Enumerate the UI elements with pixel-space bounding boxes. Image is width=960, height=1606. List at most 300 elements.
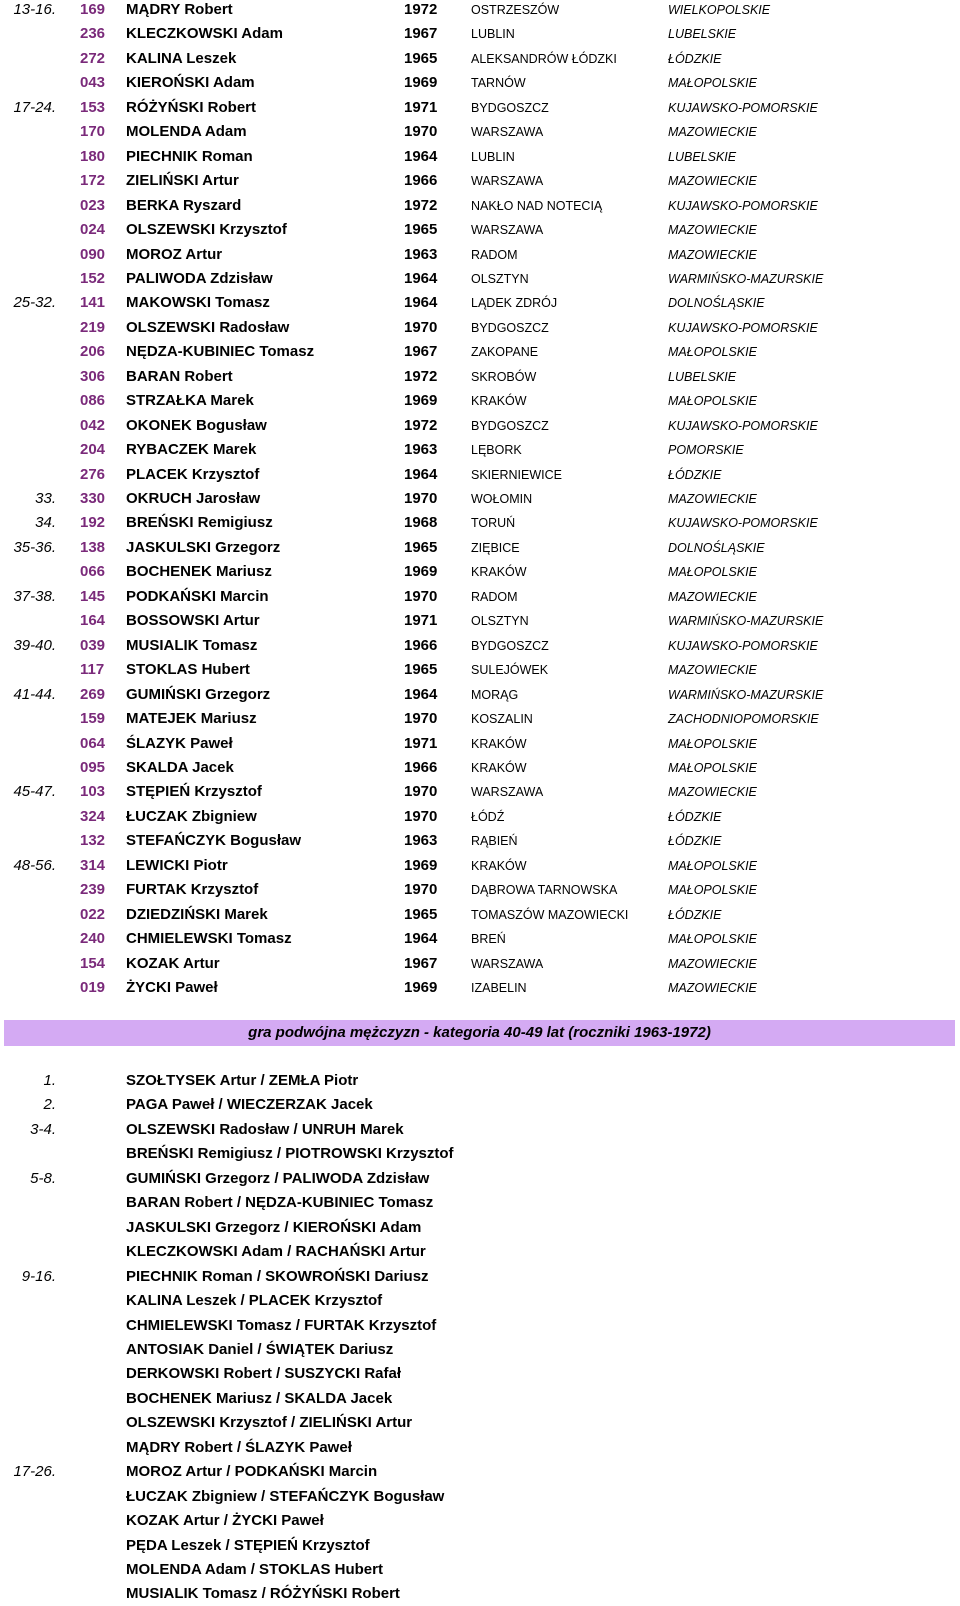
player-number: 170 <box>80 123 106 141</box>
table-row <box>0 71 960 95</box>
city-name: TARNÓW <box>471 76 526 91</box>
player-name: BOCHENEK Mariusz <box>126 563 272 581</box>
city-name: LĘBORK <box>471 443 522 458</box>
player-number: 023 <box>80 196 106 214</box>
region-name: MAŁOPOLSKIE <box>668 345 757 360</box>
birth-year: 1964 <box>404 147 438 165</box>
table-row <box>0 829 960 853</box>
birth-year: 1972 <box>404 367 438 385</box>
player-number: 132 <box>80 832 106 850</box>
pair-names: MĄDRY Robert / ŚLAZYK Paweł <box>126 1438 352 1456</box>
birth-year: 1970 <box>404 587 438 605</box>
region-name: ŁÓDZKIE <box>668 467 722 482</box>
place-cell: 25-32. <box>13 294 56 312</box>
table-row <box>0 683 960 707</box>
region-name: MAZOWIECKIE <box>668 589 757 604</box>
table-row <box>0 952 960 976</box>
region-name: MAŁOPOLSKIE <box>668 932 757 947</box>
list-item <box>0 1289 960 1313</box>
region-name: MAZOWIECKIE <box>668 981 757 995</box>
player-number: 066 <box>80 563 106 581</box>
pair-names: ŁUCZAK Zbigniew / STEFAŃCZYK Bogusław <box>126 1487 445 1505</box>
list-item <box>0 1216 960 1240</box>
player-number: 204 <box>80 441 106 459</box>
table-row <box>0 243 960 267</box>
pair-names: MOROZ Artur / PODKAŃSKI Marcin <box>126 1463 378 1481</box>
list-item <box>0 1142 960 1166</box>
city-name: WARSZAWA <box>471 174 544 189</box>
place-cell: 37-38. <box>13 587 56 605</box>
city-name: BYDGOSZCZ <box>471 638 549 653</box>
player-name: SKALDA Jacek <box>126 758 234 776</box>
table-row <box>0 169 960 193</box>
player-name: GUMIŃSKI Grzegorz <box>126 685 271 703</box>
region-name: MAZOWIECKIE <box>668 125 757 140</box>
birth-year: 1969 <box>404 392 438 410</box>
birth-year: 1964 <box>404 685 438 703</box>
city-name: WARSZAWA <box>471 125 544 140</box>
player-number: 169 <box>80 1 106 18</box>
player-number: 154 <box>80 954 106 972</box>
city-name: ALEKSANDRÓW ŁÓDZKI <box>471 51 617 66</box>
table-row <box>0 536 960 560</box>
player-name: KOZAK Artur <box>126 954 220 972</box>
player-name: OLSZEWSKI Radosław <box>126 318 290 336</box>
player-number: 117 <box>80 661 105 679</box>
player-number: 095 <box>80 758 106 776</box>
birth-year: 1972 <box>404 1 438 18</box>
list-item <box>0 1387 960 1411</box>
region-name: MAŁOPOLSKIE <box>668 394 757 409</box>
city-name: BYDGOSZCZ <box>471 320 549 335</box>
city-name: OLSZTYN <box>471 271 529 286</box>
player-name: BARAN Robert <box>126 367 233 385</box>
birth-year: 1971 <box>404 612 438 630</box>
player-number: 276 <box>80 465 106 483</box>
player-name: MUSIALIK Tomasz <box>126 636 258 654</box>
table-row <box>0 218 960 242</box>
player-name: RÓŻYŃSKI Robert <box>126 98 257 116</box>
region-name: MAZOWIECKIE <box>668 223 757 238</box>
city-name: LUBLIN <box>471 149 515 164</box>
player-name: MOROZ Artur <box>126 245 223 263</box>
city-name: KRAKÓW <box>471 565 527 580</box>
player-number: 022 <box>80 905 106 923</box>
player-name: NĘDZA-KUBINIEC Tomasz <box>126 343 315 361</box>
region-name: LUBELSKIE <box>668 27 737 42</box>
city-name: MORĄG <box>471 687 519 702</box>
player-name: PLACEK Krzysztof <box>126 465 260 483</box>
player-number: 159 <box>80 710 106 728</box>
region-name: KUJAWSKO-POMORSKIE <box>668 198 818 213</box>
list-item <box>0 1460 960 1484</box>
region-name: WIELKOPOLSKIE <box>668 3 771 17</box>
city-name: WARSZAWA <box>471 223 544 238</box>
table-row <box>0 560 960 584</box>
player-name: STĘPIEŃ Krzysztof <box>126 783 262 801</box>
pair-names: PĘDA Leszek / STĘPIEŃ Krzysztof <box>126 1536 370 1554</box>
pair-names: DERKOWSKI Robert / SUSZYCKI Rafał <box>126 1365 402 1383</box>
table-row <box>0 878 960 902</box>
region-name: KUJAWSKO-POMORSKIE <box>668 100 818 115</box>
city-name: ŁÓDŹ <box>471 809 505 824</box>
region-name: ŁÓDZKIE <box>668 809 722 824</box>
city-name: RADOM <box>471 589 518 604</box>
table-row <box>0 316 960 340</box>
birth-year: 1964 <box>404 269 438 287</box>
region-name: ŁÓDZKIE <box>668 834 722 849</box>
player-name: KALINA Leszek <box>126 49 237 67</box>
pair-names: GUMIŃSKI Grzegorz / PALIWODA Zdzisław <box>126 1169 430 1187</box>
player-name: BREŃSKI Remigiusz <box>126 514 273 532</box>
city-name: BYDGOSZCZ <box>471 100 549 115</box>
list-item <box>0 1582 960 1606</box>
birth-year: 1964 <box>404 465 438 483</box>
pair-names: SZOŁTYSEK Artur / ZEMŁA Piotr <box>126 1072 359 1089</box>
place-cell: 33. <box>35 490 56 507</box>
list-item <box>0 1362 960 1386</box>
birth-year: 1967 <box>404 25 438 43</box>
region-name: MAZOWIECKIE <box>668 247 757 262</box>
birth-year: 1971 <box>404 734 438 752</box>
region-name: KUJAWSKO-POMORSKIE <box>668 516 818 531</box>
pair-names: BOCHENEK Mariusz / SKALDA Jacek <box>126 1389 393 1407</box>
player-name: MĄDRY Robert <box>126 1 233 18</box>
table-row <box>0 854 960 878</box>
birth-year: 1970 <box>404 710 438 728</box>
table-row <box>0 463 960 487</box>
city-name: WARSZAWA <box>471 785 544 800</box>
city-name: KRAKÓW <box>471 394 527 409</box>
player-number: 138 <box>80 538 106 556</box>
player-name: STEFAŃCZYK Bogusław <box>126 832 302 850</box>
birth-year: 1970 <box>404 123 438 141</box>
place-cell: 17-24. <box>13 98 56 116</box>
table-row <box>0 291 960 315</box>
player-number: 306 <box>80 367 106 385</box>
city-name: BREŃ <box>471 932 506 947</box>
birth-year: 1965 <box>404 661 438 679</box>
table-row <box>0 511 960 535</box>
region-name: KUJAWSKO-POMORSKIE <box>668 320 818 335</box>
table-row <box>0 976 960 1000</box>
list-item <box>0 1558 960 1582</box>
player-number: 236 <box>80 25 106 43</box>
list-item <box>0 1118 960 1142</box>
player-name: FURTAK Krzysztof <box>126 881 259 899</box>
region-name: MAZOWIECKIE <box>668 174 757 189</box>
city-name: ZIĘBICE <box>471 540 520 555</box>
region-name: MAZOWIECKIE <box>668 663 757 678</box>
player-name: JASKULSKI Grzegorz <box>126 538 281 556</box>
birth-year: 1967 <box>404 343 438 361</box>
player-number: 269 <box>80 685 106 703</box>
birth-year: 1966 <box>404 636 438 654</box>
player-number: 180 <box>80 147 106 165</box>
city-name: KRAKÓW <box>471 736 527 751</box>
list-item <box>0 1069 960 1093</box>
pair-names: PAGA Paweł / WIECZERZAK Jacek <box>126 1096 373 1114</box>
region-name: MAŁOPOLSKIE <box>668 760 757 775</box>
place-cell: 2. <box>43 1096 56 1114</box>
birth-year: 1969 <box>404 979 438 996</box>
list-item <box>0 1436 960 1460</box>
list-item <box>0 1265 960 1289</box>
birth-year: 1963 <box>404 441 438 459</box>
place-cell: 17-26. <box>13 1463 56 1481</box>
list-item <box>0 1093 960 1117</box>
pair-names: MUSIALIK Tomasz / RÓŻYŃSKI Robert <box>126 1585 400 1603</box>
birth-year: 1963 <box>404 832 438 850</box>
birth-year: 1971 <box>404 98 438 116</box>
player-number: 192 <box>80 514 106 532</box>
table-row <box>0 414 960 438</box>
place-cell: 5-8. <box>30 1169 56 1187</box>
player-number: 145 <box>80 587 106 605</box>
birth-year: 1968 <box>404 514 438 532</box>
pair-names: OLSZEWSKI Krzysztof / ZIELIŃSKI Artur <box>126 1414 413 1432</box>
birth-year: 1965 <box>404 221 438 239</box>
pair-names: MOLENDA Adam / STOKLAS Hubert <box>126 1561 383 1578</box>
table-row <box>0 438 960 462</box>
city-name: RĄBIEŃ <box>471 834 518 849</box>
city-name: KOSZALIN <box>471 712 533 727</box>
player-number: 064 <box>80 734 106 752</box>
player-name: OKRUCH Jarosław <box>126 490 261 507</box>
pair-names: CHMIELEWSKI Tomasz / FURTAK Krzysztof <box>126 1316 437 1334</box>
place-cell: 41-44. <box>13 685 56 703</box>
table-row <box>0 780 960 804</box>
table-row <box>0 756 960 780</box>
table-row <box>0 267 960 291</box>
table-row <box>0 634 960 658</box>
doubles-section-header: gra podwójna mężczyzn - kategoria 40-49 lat (roczniki 1963-1972) <box>4 1020 955 1046</box>
city-name: KRAKÓW <box>471 858 527 873</box>
place-cell: 1. <box>43 1072 56 1089</box>
birth-year: 1964 <box>404 294 438 312</box>
player-number: 043 <box>80 74 106 92</box>
table-row <box>0 927 960 951</box>
table-row <box>0 707 960 731</box>
region-name: KUJAWSKO-POMORSKIE <box>668 638 818 653</box>
birth-year: 1965 <box>404 905 438 923</box>
player-name: MOLENDA Adam <box>126 123 247 141</box>
player-name: PALIWODA Zdzisław <box>126 269 273 287</box>
birth-year: 1970 <box>404 783 438 801</box>
table-row <box>0 585 960 609</box>
pair-names: OLSZEWSKI Radosław / UNRUH Marek <box>126 1120 404 1138</box>
table-row <box>0 194 960 218</box>
city-name: IZABELIN <box>471 981 527 995</box>
region-name: MAŁOPOLSKIE <box>668 76 757 91</box>
table-row <box>0 365 960 389</box>
pair-names: KOZAK Artur / ŻYCKI Paweł <box>126 1512 324 1530</box>
player-name: PODKAŃSKI Marcin <box>126 587 269 605</box>
place-cell: 39-40. <box>13 636 56 654</box>
list-item <box>0 1534 960 1558</box>
list-item <box>0 1167 960 1191</box>
player-number: 090 <box>80 245 106 263</box>
region-name: KUJAWSKO-POMORSKIE <box>668 418 818 433</box>
list-item <box>0 1411 960 1435</box>
table-row <box>0 145 960 169</box>
table-row <box>0 903 960 927</box>
birth-year: 1970 <box>404 490 438 507</box>
place-cell: 9-16. <box>21 1267 56 1285</box>
region-name: MAZOWIECKIE <box>668 956 757 971</box>
table-row <box>0 389 960 413</box>
table-row <box>0 609 960 633</box>
table-row <box>0 340 960 364</box>
player-number: 103 <box>80 783 106 801</box>
player-name: CHMIELEWSKI Tomasz <box>126 930 292 948</box>
player-number: 164 <box>80 612 106 630</box>
city-name: SULEJÓWEK <box>471 663 549 678</box>
birth-year: 1969 <box>404 856 438 874</box>
pair-names: PIECHNIK Roman / SKOWROŃSKI Dariusz <box>126 1267 429 1285</box>
player-name: MAKOWSKI Tomasz <box>126 294 270 312</box>
table-row <box>0 120 960 144</box>
player-name: ŚLAZYK Paweł <box>126 734 233 752</box>
table-row <box>0 96 960 120</box>
list-item <box>0 1338 960 1362</box>
birth-year: 1967 <box>404 954 438 972</box>
player-number: 272 <box>80 49 106 67</box>
player-number: 324 <box>80 807 106 825</box>
birth-year: 1970 <box>404 881 438 899</box>
player-number: 019 <box>80 979 106 996</box>
region-name: DOLNOŚLĄSKIE <box>668 540 765 555</box>
region-name: POMORSKIE <box>668 443 744 458</box>
pair-names: BREŃSKI Remigiusz / PIOTROWSKI Krzysztof <box>126 1145 454 1163</box>
region-name: WARMIŃSKO-MAZURSKIE <box>668 614 824 629</box>
city-name: WOŁOMIN <box>471 492 533 506</box>
city-name: SKIERNIEWICE <box>471 467 562 482</box>
player-number: 152 <box>80 269 106 287</box>
player-name: STRZAŁKA Marek <box>126 392 254 410</box>
player-number: 086 <box>80 392 106 410</box>
region-name: LUBELSKIE <box>668 149 737 164</box>
table-row <box>0 658 960 682</box>
player-name: KIEROŃSKI Adam <box>126 74 255 92</box>
player-name: BOSSOWSKI Artur <box>126 612 260 630</box>
birth-year: 1966 <box>404 758 438 776</box>
player-name: OLSZEWSKI Krzysztof <box>126 221 287 239</box>
player-name: ŻYCKI Paweł <box>126 979 218 996</box>
birth-year: 1965 <box>404 538 438 556</box>
city-name: OSTRZESZÓW <box>471 3 560 17</box>
player-number: 240 <box>80 930 106 948</box>
player-number: 042 <box>80 416 106 434</box>
city-name: NAKŁO NAD NOTECIĄ <box>471 198 603 213</box>
list-item <box>0 1191 960 1215</box>
city-name: RADOM <box>471 247 518 262</box>
player-name: BERKA Ryszard <box>126 196 242 214</box>
player-number: 206 <box>80 343 106 361</box>
region-name: MAZOWIECKIE <box>668 492 757 506</box>
birth-year: 1966 <box>404 172 438 190</box>
region-name: MAŁOPOLSKIE <box>668 736 757 751</box>
city-name: LĄDEK ZDRÓJ <box>471 296 558 311</box>
region-name: MAŁOPOLSKIE <box>668 858 757 873</box>
region-name: WARMIŃSKO-MAZURSKIE <box>668 687 824 702</box>
table-row <box>0 0 960 22</box>
player-name: LEWICKI Piotr <box>126 856 228 874</box>
city-name: DĄBROWA TARNOWSKA <box>471 883 618 898</box>
list-item <box>0 1314 960 1338</box>
place-cell: 45-47. <box>13 783 56 801</box>
player-number: 172 <box>80 172 106 190</box>
birth-year: 1970 <box>404 318 438 336</box>
region-name: MAŁOPOLSKIE <box>668 883 757 898</box>
table-row <box>0 805 960 829</box>
player-number: 024 <box>80 221 106 239</box>
region-name: LUBELSKIE <box>668 369 737 384</box>
player-name: DZIEDZIŃSKI Marek <box>126 905 268 923</box>
player-name: RYBACZEK Marek <box>126 441 257 459</box>
region-name: MAZOWIECKIE <box>668 785 757 800</box>
place-cell: 34. <box>35 514 56 532</box>
birth-year: 1963 <box>404 245 438 263</box>
city-name: TORUŃ <box>471 516 516 531</box>
pair-names: KALINA Leszek / PLACEK Krzysztof <box>126 1292 383 1310</box>
player-number: 239 <box>80 881 106 899</box>
list-item <box>0 1240 960 1264</box>
player-name: OKONEK Bogusław <box>126 416 267 434</box>
place-cell: 48-56. <box>13 856 56 874</box>
birth-year: 1970 <box>404 807 438 825</box>
city-name: KRAKÓW <box>471 760 527 775</box>
table-row <box>0 22 960 46</box>
pair-names: KLECZKOWSKI Adam / RACHAŃSKI Artur <box>126 1243 426 1261</box>
region-name: WARMIŃSKO-MAZURSKIE <box>668 271 824 286</box>
table-row <box>0 47 960 71</box>
table-row <box>0 487 960 511</box>
region-name: ZACHODNIOPOMORSKIE <box>668 712 819 727</box>
region-name: MAŁOPOLSKIE <box>668 565 757 580</box>
player-number: 141 <box>80 294 106 312</box>
city-name: TOMASZÓW MAZOWIECKI <box>471 907 629 922</box>
birth-year: 1972 <box>404 416 438 434</box>
pair-names: JASKULSKI Grzegorz / KIEROŃSKI Adam <box>126 1218 422 1236</box>
region-name: DOLNOŚLĄSKIE <box>668 296 765 311</box>
player-name: STOKLAS Hubert <box>126 661 250 679</box>
player-name: ZIELIŃSKI Artur <box>126 172 239 190</box>
birth-year: 1965 <box>404 49 438 67</box>
pair-names: BARAN Robert / NĘDZA-KUBINIEC Tomasz <box>126 1194 434 1212</box>
region-name: ŁÓDZKIE <box>668 51 722 66</box>
pair-names: ANTOSIAK Daniel / ŚWIĄTEK Dariusz <box>126 1340 394 1358</box>
birth-year: 1969 <box>404 563 438 581</box>
player-name: MATEJEK Mariusz <box>126 710 257 728</box>
player-name: PIECHNIK Roman <box>126 147 253 165</box>
city-name: WARSZAWA <box>471 956 544 971</box>
birth-year: 1964 <box>404 930 438 948</box>
list-item <box>0 1485 960 1509</box>
city-name: ZAKOPANE <box>471 345 539 360</box>
birth-year: 1972 <box>404 196 438 214</box>
place-cell: 35-36. <box>13 538 56 556</box>
city-name: SKROBÓW <box>471 369 537 384</box>
player-number: 153 <box>80 98 106 116</box>
player-name: ŁUCZAK Zbigniew <box>126 807 257 825</box>
region-name: ŁÓDZKIE <box>668 907 722 922</box>
list-item <box>0 1509 960 1533</box>
table-row <box>0 732 960 756</box>
city-name: BYDGOSZCZ <box>471 418 549 433</box>
city-name: OLSZTYN <box>471 614 529 629</box>
place-cell: 13-16. <box>13 1 56 18</box>
